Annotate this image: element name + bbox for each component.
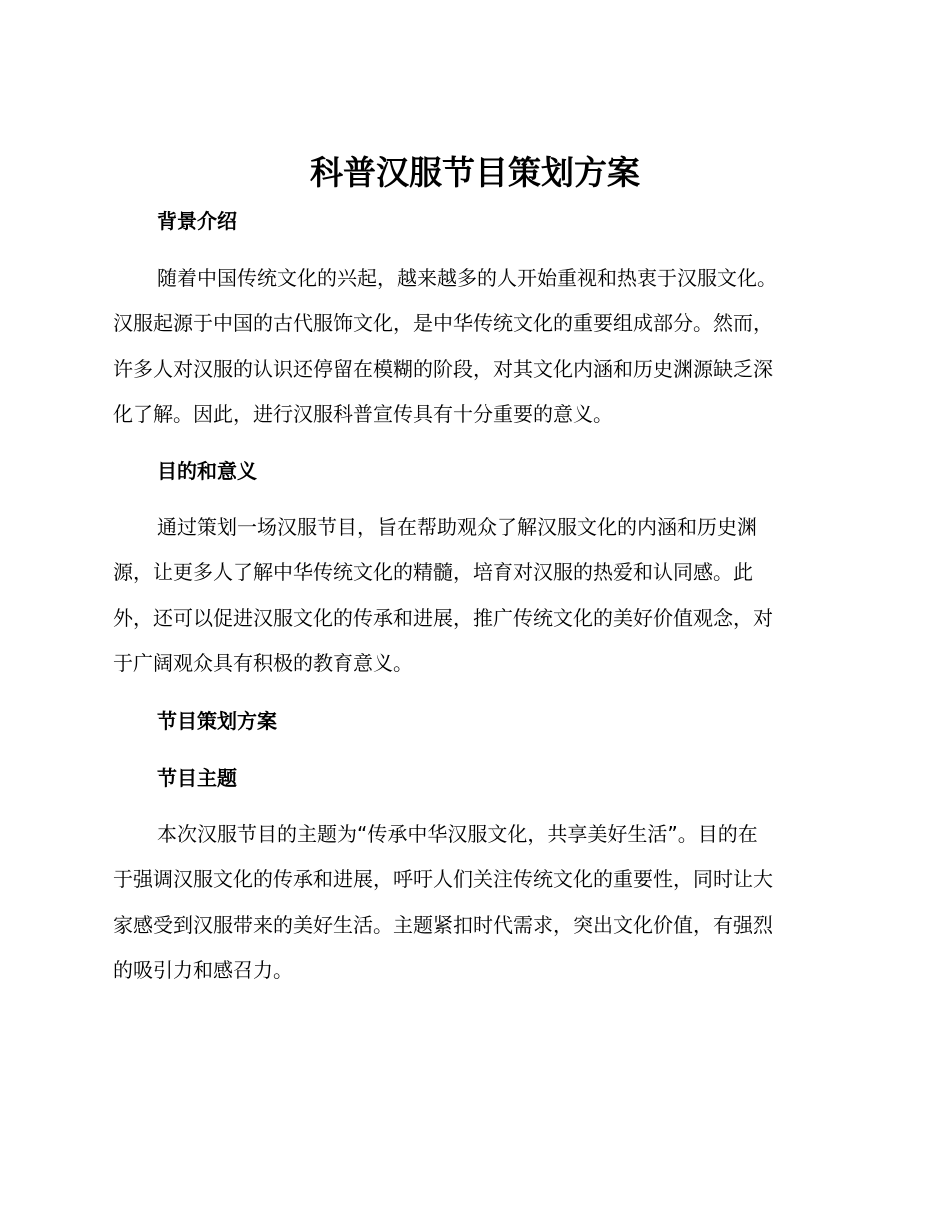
document-title: 科普汉服节目策划方案 xyxy=(310,153,640,192)
paragraph-line: 于广阔观众具有积极的教育意义。 xyxy=(113,651,413,676)
paragraph-line: 化了解。因此，进行汉服科普宣传具有十分重要的意义。 xyxy=(113,402,613,427)
section-heading-program-plan: 节目策划方案 xyxy=(157,709,277,733)
paragraph-line: 通过策划一场汉服节目，旨在帮助观众了解汉服文化的内涵和历史渊 xyxy=(157,515,757,539)
paragraph-line: 的吸引力和感召力。 xyxy=(113,958,293,983)
section-heading-purpose: 目的和意义 xyxy=(157,459,257,483)
paragraph-line: 于强调汉服文化的传承和进展，呼吁人们关注传统文化的重要性，同时让大 xyxy=(113,867,773,892)
paragraph-line: 许多人对汉服的认识还停留在模糊的阶段，对其文化内涵和历史渊源缺乏深 xyxy=(113,356,773,381)
section-heading-program-theme: 节目主题 xyxy=(157,766,237,790)
paragraph-program-theme xyxy=(113,812,833,994)
paragraph-line: 汉服起源于中国的古代服饰文化，是中华传统文化的重要组成部分。然而， xyxy=(113,311,773,336)
paragraph-purpose xyxy=(113,505,833,687)
paragraph-line: 外，还可以促进汉服文化的传承和进展，推广传统文化的美好价值观念，对 xyxy=(113,605,773,630)
paragraph-background xyxy=(113,256,833,438)
paragraph-line: 随着中国传统文化的兴起，越来越多的人开始重视和热衷于汉服文化。 xyxy=(157,266,777,290)
paragraph-line: 源，让更多人了解中华传统文化的精髓，培育对汉服的热爱和认同感。此 xyxy=(113,560,753,585)
paragraph-line: 本次汉服节目的主题为“传承中华汉服文化，共享美好生活”。目的在 xyxy=(157,822,758,846)
paragraph-line: 家感受到汉服带来的美好生活。主题紧扣时代需求，突出文化价值，有强烈 xyxy=(113,912,773,937)
section-heading-background: 背景介绍 xyxy=(157,209,237,233)
